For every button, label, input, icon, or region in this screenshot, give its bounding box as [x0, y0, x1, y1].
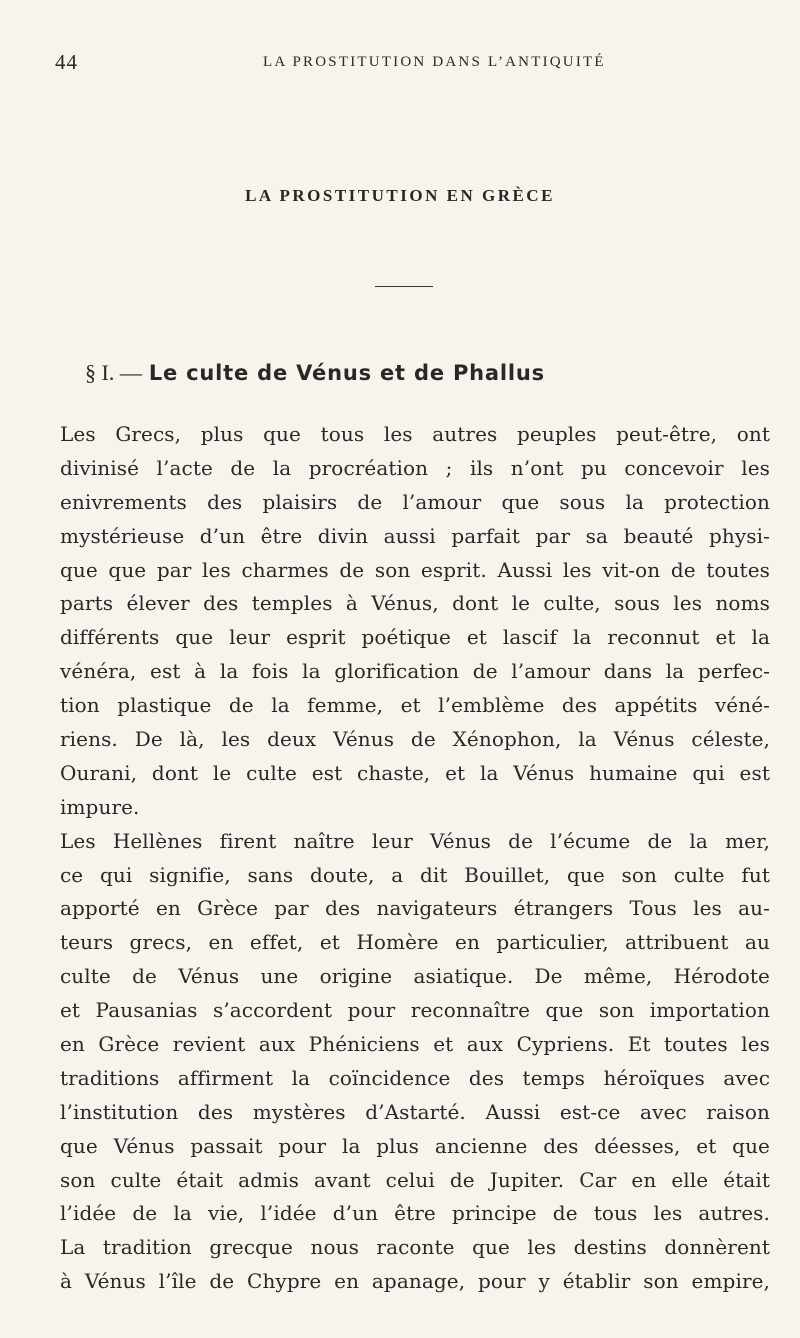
text-line: parts élever des temples à Vénus, dont le culte, sous les noms — [60, 591, 770, 616]
text-line: riens. De là, les deux Vénus de Xénophon, la Vénus céleste, — [60, 727, 770, 752]
section-number: § I. — — [85, 360, 142, 385]
text-line: mystérieuse d’un être divin aussi parfait par sa beauté physi- — [60, 523, 770, 548]
page-number: 44 — [55, 50, 78, 74]
running-title: LA PROSTITUTION DANS L’ANTIQUITÉ — [263, 54, 606, 70]
text-line: ce qui signifie, sans doute, a dit Bouillet, que son culte fut — [60, 862, 770, 887]
text-line: La tradition grecque nous raconte que les destins donnèrent — [60, 1235, 770, 1260]
text-line: Les Grecs, plus que tous les autres peuples peut-être, ont — [60, 422, 770, 446]
text-line: l’institution des mystères d’Astarté. Aussi est-ce avec raison — [60, 1099, 770, 1124]
text-line: son culte était admis avant celui de Jupiter. Car en elle était — [60, 1167, 770, 1192]
text-line: l’idée de la vie, l’idée d’un être principe de tous les autres. — [60, 1201, 770, 1226]
text-line: Ourani, dont le culte est chaste, et la Vénus humaine qui est — [60, 760, 770, 785]
section-heading — [85, 360, 545, 386]
text-line: tion plastique de la femme, et l’emblème des appétits véné- — [60, 693, 770, 718]
text-line: teurs grecs, en effet, et Homère en particulier, attribuent au — [60, 930, 770, 955]
text-line: enivrements des plaisirs de l’amour que sous la protection — [60, 489, 770, 514]
text-line: en Grèce revient aux Phéniciens et aux Cypriens. Et toutes les — [60, 1032, 770, 1057]
running-head — [55, 50, 740, 74]
text-line: traditions affirment la coïncidence des temps héroïques avec — [60, 1065, 770, 1090]
text-line: vénéra, est à la fois la glorification de l’amour dans la perfec- — [60, 659, 770, 684]
text-line: apporté en Grèce par des navigateurs étrangers Tous les au- — [60, 896, 770, 921]
text-line: divinisé l’acte de la procréation ; ils n’ont pu concevoir les — [60, 455, 770, 480]
body-text — [60, 418, 770, 1299]
text-line: différents que leur esprit poétique et lascif la reconnut et la — [60, 625, 770, 650]
chapter-title: LA PROSTITUTION EN GRÈCE — [245, 186, 555, 205]
text-line: et Pausanias s’accordent pour reconnaître que son importation — [60, 998, 770, 1023]
text-line: impure. — [60, 794, 140, 819]
text-line: culte de Vénus une origine asiatique. De même, Hérodote — [60, 964, 770, 989]
text-line: que que par les charmes de son esprit. Aussi les vit-on de toutes — [60, 557, 770, 582]
text-line: Les Hellènes firent naître leur Vénus de l’écume de la mer, — [60, 828, 770, 853]
text-line: à Vénus l’île de Chypre en apanage, pour y établir son empire, — [60, 1269, 770, 1294]
text-line: que Vénus passait pour la plus ancienne des déesses, et que — [60, 1133, 770, 1158]
title-divider — [375, 286, 433, 287]
section-title: Le culte de Vénus et de Phallus — [148, 361, 545, 385]
